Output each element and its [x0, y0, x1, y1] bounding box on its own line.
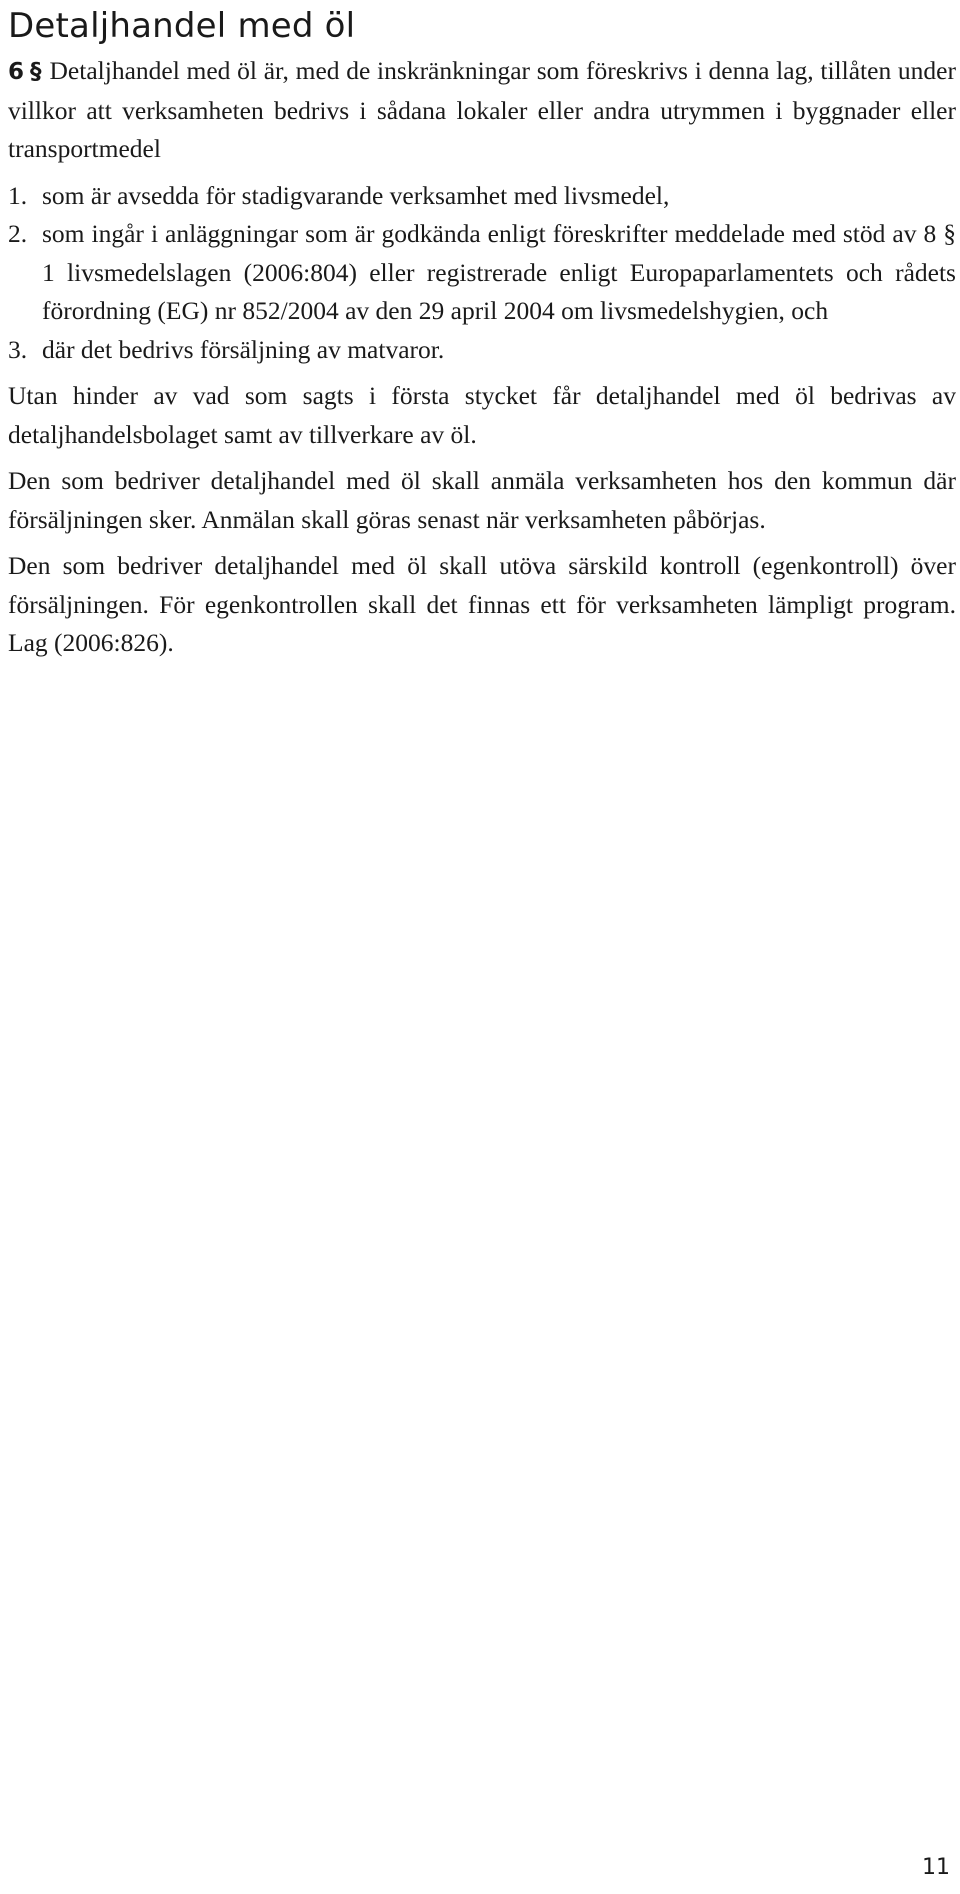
- paragraph-self-control: Den som bedriver detaljhandel med öl skall utöva särskild kontroll (egenkontroll) över försäljningen. För egenkontrollen skall det finnas ett för verksamheten lämpligt program. Lag (2006:826).: [8, 551, 956, 657]
- paragraph-exemption: Utan hinder av vad som sagts i första stycket får detaljhandel med öl bedrivas av detaljhandelsbolaget samt av tillverkare av öl.: [8, 381, 956, 449]
- list-item-text: där det bedrivs försäljning av matvaror.: [42, 334, 445, 364]
- list-item: [8, 177, 956, 216]
- section-number: 6: [8, 59, 25, 85]
- list-item-text: som ingår i anläggningar som är godkända enligt föreskrifter meddelade med stöd av 8 § 1 livsmedelslagen (2006:804) eller registrerade enligt Europaparlamentets och rådets förordning (EG) nr 852/2004 av den 29 april 2004 om livsmedelshygien, och: [42, 219, 956, 325]
- list-item-number: 3.: [8, 334, 28, 364]
- list-item-text: som är avsedda för stadigvarande verksamhet med livsmedel,: [42, 180, 670, 210]
- section-body: [8, 52, 956, 663]
- section-heading: Detaljhandel med öl: [8, 6, 356, 46]
- section-lead-text: Detaljhandel med öl är, med de inskränkningar som föreskrivs i denna lag, tillåten under villkor att verksamheten bedrivs i sådana lokaler eller andra utrymmen i byggnader eller transportmedel: [8, 56, 956, 163]
- list-item-number: 1.: [8, 180, 28, 210]
- conditions-list: [8, 177, 956, 370]
- paragraph-notification: Den som bedriver detaljhandel med öl skall anmäla verksamheten hos den kommun där försäljningen sker. Anmälan skall göras senast när verksamheten påbörjas.: [8, 466, 956, 534]
- document-page: [8, 0, 956, 671]
- page-number: 11: [922, 1855, 950, 1880]
- section-lead-paragraph: [8, 52, 956, 169]
- list-item-number: 2.: [8, 219, 28, 248]
- section-sign: §: [30, 59, 42, 85]
- list-item: [8, 331, 956, 370]
- list-item: [8, 215, 956, 331]
